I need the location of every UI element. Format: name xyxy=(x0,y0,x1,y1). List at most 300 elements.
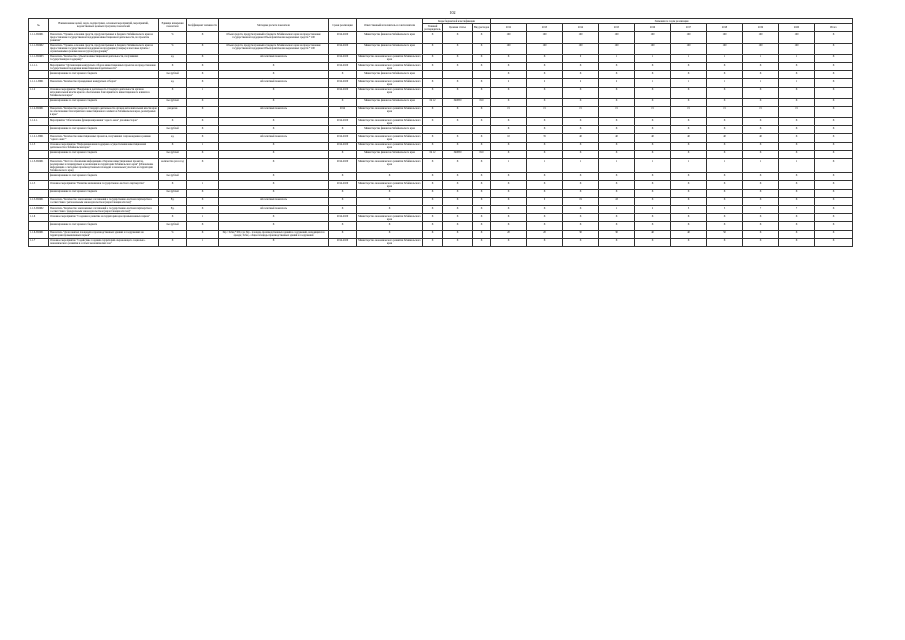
row-year-value: 7 xyxy=(779,205,815,213)
table-row xyxy=(29,197,853,205)
row-responsible: Министерство финансов Забайкальского края xyxy=(357,43,423,54)
row-coefficient: X xyxy=(187,134,219,142)
row-year-value: X xyxy=(707,181,743,189)
row-number xyxy=(29,222,49,230)
row-year-value: X xyxy=(815,106,853,117)
row-kbk-article: X xyxy=(443,54,473,62)
row-coefficient: X xyxy=(187,118,219,126)
row-kbk-main: X xyxy=(423,134,443,142)
row-year-value: X xyxy=(707,173,743,181)
row-unit: X xyxy=(159,214,187,222)
row-year-value: X xyxy=(671,150,707,158)
row-kbk-article: X xyxy=(443,79,473,87)
row-year-value: 10 xyxy=(491,134,527,142)
row-year-value: X xyxy=(527,62,563,70)
row-responsible: Министерство финансов Забайкальского края xyxy=(357,150,423,158)
row-year-value: X xyxy=(779,173,815,181)
row-term: 2014-2020 xyxy=(329,214,357,222)
row-kbk-main: X xyxy=(423,181,443,189)
row-year-value: X xyxy=(527,87,563,98)
row-name: Показатель "Количество заключенных соглашений о государственно-частном партнерстве в соответствии с федеральным законодательством (нарастающим итогом)" xyxy=(49,205,159,213)
row-year-value: 100 xyxy=(491,43,527,54)
row-responsible: Министерство экономического развития Забайкальского края xyxy=(357,106,423,117)
row-year-value: X xyxy=(563,189,599,197)
table-row xyxy=(29,79,853,87)
row-year-value: X xyxy=(707,118,743,126)
row-kbk-main: X xyxy=(423,230,443,238)
row-year-value: 15 xyxy=(527,106,563,117)
row-responsible: Министерство экономического развития Забайкальского края xyxy=(358,135,421,142)
row-kbk-main: X xyxy=(423,222,443,230)
row-kbk-article: X xyxy=(443,43,473,54)
row-year-value: 2 xyxy=(599,79,635,87)
row-coefficient: 1 xyxy=(187,214,219,222)
row-year-value: X xyxy=(815,189,853,197)
row-kbk-article: X xyxy=(443,87,473,98)
row-year-value: X xyxy=(491,150,527,158)
row-year-value: X xyxy=(707,126,743,134)
row-year-value: X xyxy=(743,173,779,181)
row-year-value: 40 xyxy=(671,230,707,238)
row-year-value: 1 xyxy=(635,79,671,87)
row-year-value: X xyxy=(815,43,853,54)
row-unit: % xyxy=(159,230,187,238)
row-kbk-type: X xyxy=(473,134,491,142)
row-year-value: 40 xyxy=(635,230,671,238)
row-kbk-type: X xyxy=(473,181,491,189)
row-term: X xyxy=(329,98,357,106)
row-responsible: Министерство финансов Забайкальского края xyxy=(357,32,423,43)
row-year-value: 20 xyxy=(491,230,527,238)
row-responsible: X xyxy=(357,189,423,197)
col-kbk-main-header: Главный распорядитель xyxy=(424,24,441,31)
row-kbk-type: 810 xyxy=(473,98,491,106)
row-kbk-type: X xyxy=(473,173,491,181)
row-year-value: X xyxy=(707,150,743,158)
row-number: 1.1.1.1-ПМ1 xyxy=(29,79,49,87)
row-year-value: X xyxy=(815,142,853,150)
row-name: Показатель "Количество проведенных конкурсных отборов" xyxy=(49,79,159,87)
table-row xyxy=(29,62,853,70)
row-number: 1.1.3-ПОМ1 xyxy=(29,159,49,173)
row-year-value: 1 xyxy=(527,159,563,173)
row-responsible: Министерство экономического развития Забайкальского края xyxy=(358,214,421,221)
row-responsible: Министерство финансов Забайкальского края xyxy=(357,71,423,79)
row-coefficient: X xyxy=(187,159,219,173)
financing-row xyxy=(29,173,853,181)
row-method: Объем средств, предусмотренный в бюджете Забайкальского края на предоставление государственной поддержки Объем фактически выделенных средств * 100 xyxy=(219,43,329,54)
row-kbk-type: X xyxy=(473,189,491,197)
row-year-value: X xyxy=(779,150,815,158)
row-method: Абсолютный показатель xyxy=(219,134,329,142)
program-indicators-table xyxy=(28,18,853,247)
row-number xyxy=(29,126,49,134)
row-year-value: 40 xyxy=(599,134,635,142)
row-responsible: Министерство финансов Забайкальского края xyxy=(357,126,423,134)
row-year-value: X xyxy=(599,189,635,197)
row-year-value: X xyxy=(815,173,853,181)
row-year-value: X xyxy=(815,118,853,126)
row-year-value: X xyxy=(743,214,779,222)
row-responsible: X xyxy=(357,222,423,230)
row-number: 1.1.3 xyxy=(29,142,49,150)
row-year-value: X xyxy=(779,62,815,70)
page-number: 102 xyxy=(449,10,456,15)
row-name: финансирование за счет краевого бюджета xyxy=(49,126,159,134)
row-year-value: X xyxy=(779,126,815,134)
row-term: 2014-2020 xyxy=(329,142,357,150)
row-coefficient: X xyxy=(187,189,219,197)
row-year-value: X xyxy=(527,238,563,246)
row-number: 1.1.2-ПОМ1 xyxy=(29,106,49,117)
row-responsible: Министерство экономического развития Забайкальского края xyxy=(358,79,421,86)
row-year-value: X xyxy=(491,214,527,222)
row-kbk-type: X xyxy=(473,43,491,54)
row-kbk-main: 04 12 xyxy=(423,150,443,158)
row-year-value: X xyxy=(671,222,707,230)
row-kbk-article: X xyxy=(443,205,473,213)
row-year-value: X xyxy=(671,142,707,150)
table-row xyxy=(29,54,853,62)
row-kbk-type: X xyxy=(473,205,491,213)
row-kbk-main: X xyxy=(423,118,443,126)
row-year-value: X xyxy=(743,62,779,70)
financing-row xyxy=(29,98,853,106)
table-row xyxy=(29,142,853,150)
row-name: финансирование за счет краевого бюджета xyxy=(49,98,159,106)
row-year-value: X xyxy=(815,230,853,238)
row-kbk-main xyxy=(423,71,443,79)
row-year-value: X xyxy=(491,87,527,98)
row-kbk-main: X xyxy=(423,205,443,213)
row-method: X xyxy=(219,189,329,197)
row-year-value: X xyxy=(563,173,599,181)
row-year-value: 100 xyxy=(635,32,671,43)
row-year-value: X xyxy=(563,142,599,150)
row-unit: тыс.рублей xyxy=(159,150,187,158)
row-year-value: X xyxy=(671,98,707,106)
row-year-value: X xyxy=(815,238,853,246)
row-name: Основное мероприятие "Внедрение в деятельность Стандарта деятельности органов исполнительной власти края по обеспечению благоприятного инвестиционного климата в Забайкальском крае" xyxy=(49,87,159,98)
row-method: Абсолютный показатель xyxy=(219,197,329,205)
financing-row xyxy=(29,71,853,79)
row-year-value: 100 xyxy=(563,43,599,54)
row-kbk-main: X xyxy=(423,238,443,246)
row-year-value: X xyxy=(743,197,779,205)
row-kbk-article: X xyxy=(443,173,473,181)
row-year-value: 100 xyxy=(635,43,671,54)
row-year-value: X xyxy=(815,87,853,98)
row-year-value: X xyxy=(599,142,635,150)
row-term: 2014-2020 xyxy=(329,32,357,43)
row-number: 1.1.5 xyxy=(29,181,49,189)
row-unit: тыс.рублей xyxy=(159,98,187,106)
row-method: X xyxy=(219,98,329,106)
row-year-value: X xyxy=(779,238,815,246)
row-method: X xyxy=(219,87,329,98)
row-year-value: 15 xyxy=(743,106,779,117)
row-coefficient: X xyxy=(187,230,219,238)
row-responsible: Министерство экономического развития Забайкальского края xyxy=(357,159,423,173)
row-year-value: X xyxy=(707,214,743,222)
row-year-value: X xyxy=(779,197,815,205)
col-num-header: № xyxy=(29,19,49,32)
row-year-value: X xyxy=(743,238,779,246)
row-coefficient: X xyxy=(187,79,219,87)
row-year-value: X xyxy=(563,98,599,106)
row-year-value: 100 xyxy=(707,32,743,43)
row-year-value: 1 xyxy=(779,54,815,62)
col-coef-header: Коэффициент значимости xyxy=(187,19,219,32)
row-year-value: X xyxy=(743,150,779,158)
table-row xyxy=(29,134,853,142)
row-number: 1.1.5-ПОМ2 xyxy=(29,205,49,213)
row-year-value: X xyxy=(563,126,599,134)
row-year-value: X xyxy=(599,222,635,230)
row-year-value: X xyxy=(671,181,707,189)
row-year-value: X xyxy=(707,238,743,246)
row-year-value: X xyxy=(671,62,707,70)
row-name: Мероприятие "Обеспечение функционирования "одного окна" для инвесторов" xyxy=(49,118,159,126)
row-kbk-main: X xyxy=(423,32,443,43)
row-year-value: 15 xyxy=(491,106,527,117)
row-year-value: X xyxy=(779,214,815,222)
row-term: X xyxy=(329,230,357,238)
row-kbk-main: X xyxy=(423,214,443,222)
row-year-value: X xyxy=(779,230,815,238)
row-term: X xyxy=(329,197,357,205)
row-year-value: X xyxy=(635,98,671,106)
row-coefficient: X xyxy=(187,126,219,134)
row-term: 2014-2020 xyxy=(329,87,357,98)
row-kbk-main: X xyxy=(423,159,443,173)
row-year-value: X xyxy=(491,54,527,62)
row-term: 2014-2020 xyxy=(329,118,357,126)
row-year-value: X xyxy=(491,222,527,230)
row-method: X xyxy=(219,238,329,246)
row-year-value: X xyxy=(491,142,527,150)
row-kbk-article: X xyxy=(443,214,473,222)
row-coefficient: X xyxy=(187,150,219,158)
row-year-value: 15 xyxy=(707,106,743,117)
row-year-value: X xyxy=(599,150,635,158)
row-year-value: 43 xyxy=(599,197,635,205)
col-resp-header: Ответственный исполнитель и соисполнители xyxy=(357,19,423,32)
row-kbk-article: X xyxy=(443,181,473,189)
row-name: финансирование за счет краевого бюджета xyxy=(49,71,159,79)
row-year-value: X xyxy=(491,118,527,126)
row-year-value: X xyxy=(779,142,815,150)
row-unit: тыс.рублей xyxy=(159,189,187,197)
row-year-value: X xyxy=(815,181,853,189)
row-unit: разделов xyxy=(159,106,187,117)
row-method: Абсолютный показатель xyxy=(219,106,329,117)
row-year-value: X xyxy=(491,205,527,213)
row-year-value: 15 xyxy=(635,106,671,117)
row-year-value: X xyxy=(743,181,779,189)
row-year-value: X xyxy=(707,71,743,79)
row-unit: X xyxy=(159,62,187,70)
col-kbk-type-header: Вид расходов xyxy=(473,24,491,32)
row-term: X xyxy=(329,173,357,181)
row-number xyxy=(29,150,49,158)
row-year-value: X xyxy=(599,126,635,134)
row-name: Основное мероприятие "Содействие созданию территорий опережающего социально-экономического развития и особых экономических зон" xyxy=(49,238,159,246)
row-year-value: X xyxy=(563,222,599,230)
table-row xyxy=(29,205,853,213)
row-unit: тыс.рублей xyxy=(159,71,187,79)
row-method: X xyxy=(219,214,329,222)
row-year-value: X xyxy=(527,150,563,158)
row-kbk-type: 810 xyxy=(473,150,491,158)
row-year-value: X xyxy=(779,98,815,106)
row-year-value: X xyxy=(707,197,743,205)
row-method: Абсолютный показатель xyxy=(219,205,329,213)
row-method: X xyxy=(219,159,329,173)
row-number: 1.1.6-ПОМ1 xyxy=(29,230,49,238)
row-responsible: X xyxy=(357,205,423,213)
row-kbk-main xyxy=(423,126,443,134)
year-header: 2016 xyxy=(635,24,671,32)
row-year-value: X xyxy=(491,62,527,70)
row-unit: ед. xyxy=(159,134,187,142)
row-responsible: Министерство экономического развития Забайкальского края xyxy=(358,63,421,70)
row-year-value: X xyxy=(491,197,527,205)
row-year-value: X xyxy=(671,189,707,197)
year-header: Итого xyxy=(815,24,853,32)
row-year-value: X xyxy=(491,181,527,189)
row-year-value: X xyxy=(635,118,671,126)
row-year-value: 100 xyxy=(779,32,815,43)
row-kbk-main: X xyxy=(423,173,443,181)
year-header: 2017 xyxy=(671,24,707,32)
row-responsible: X xyxy=(357,173,423,181)
row-year-value: 2 xyxy=(527,79,563,87)
row-name: Показатель "Количество заключенных соглашений о государственно-частном партнерстве в соответствии с региональным законодательством (нарастающим итогом)" xyxy=(49,197,159,205)
row-year-value: X xyxy=(815,159,853,173)
row-year-value: 15 xyxy=(599,106,635,117)
row-coefficient: 1 xyxy=(187,238,219,246)
row-name: Показатель "Количество инвестиционных проектов, получивших сопровождение в режиме "одного окна"" xyxy=(49,134,159,142)
row-kbk-type: X xyxy=(473,222,491,230)
row-year-value: 40 xyxy=(635,134,671,142)
row-kbk-type: X xyxy=(473,197,491,205)
row-kbk-type xyxy=(473,71,491,79)
row-kbk-type: X xyxy=(473,159,491,173)
row-year-value: 20 xyxy=(527,230,563,238)
row-unit: X xyxy=(159,87,187,98)
row-year-value: X xyxy=(671,214,707,222)
row-kbk-article: X xyxy=(443,189,473,197)
row-term: X xyxy=(329,189,357,197)
row-year-value: X xyxy=(635,87,671,98)
row-year-value: 50 xyxy=(707,230,743,238)
row-unit: тыс.рублей xyxy=(159,173,187,181)
financing-row xyxy=(29,126,853,134)
row-year-value: X xyxy=(779,222,815,230)
row-year-value: 1 xyxy=(563,159,599,173)
table-row xyxy=(29,32,853,43)
row-kbk-article: X xyxy=(443,238,473,246)
row-year-value: X xyxy=(635,197,671,205)
row-year-value: X xyxy=(707,62,743,70)
row-method: X xyxy=(219,71,329,79)
row-method: X xyxy=(219,62,329,70)
row-year-value: X xyxy=(527,205,563,213)
row-year-value: X xyxy=(671,173,707,181)
year-header: 2015 xyxy=(599,24,635,32)
row-name: Мероприятие "Организация конкурсных отборов инвестиционных проектов на предоставление государственной поддержки инвестиционной деятельности" xyxy=(49,62,159,70)
row-year-value: X xyxy=(491,238,527,246)
table-row xyxy=(29,214,853,222)
row-year-value: X xyxy=(743,126,779,134)
row-year-value: X xyxy=(815,79,853,87)
row-year-value: X xyxy=(635,62,671,70)
row-year-value: X xyxy=(815,54,853,62)
row-kbk-article: X xyxy=(443,159,473,173)
row-year-value: X xyxy=(671,126,707,134)
row-year-value: X xyxy=(707,142,743,150)
row-year-value: 0 xyxy=(527,197,563,205)
table-row xyxy=(29,238,853,246)
row-year-value: 100 xyxy=(707,43,743,54)
row-year-value: X xyxy=(815,150,853,158)
row-year-value: 1 xyxy=(671,159,707,173)
row-kbk-article xyxy=(443,126,473,134)
col-name-header: Наименование целей, задач, подпрограмм, основных мероприятий, мероприятий, ведомственных целевых программ, показателей xyxy=(49,19,159,32)
year-header: 2014 xyxy=(563,24,599,32)
row-name: Показатель "Доля занятых площадей в производственных зданиях и сооружениях на территории промышленных парков" xyxy=(49,230,159,238)
row-year-value: X xyxy=(815,32,853,43)
row-year-value: 100 xyxy=(491,32,527,43)
row-year-value: X xyxy=(779,134,815,142)
row-year-value: 100 xyxy=(527,32,563,43)
row-year-value: 2 xyxy=(563,79,599,87)
row-method: Объем средств, предусмотренный в бюджете Забайкальского края на предоставление государственной поддержки Объем фактически выделенных средств * 100 xyxy=(219,32,329,43)
row-year-value: X xyxy=(743,71,779,79)
row-year-value: 40 xyxy=(563,134,599,142)
row-year-value: 1 xyxy=(779,79,815,87)
row-coefficient: X xyxy=(187,54,219,62)
row-year-value: 1 xyxy=(599,159,635,173)
row-year-value: X xyxy=(707,222,743,230)
row-year-value: X xyxy=(527,189,563,197)
row-year-value: X xyxy=(743,118,779,126)
row-kbk-main: X xyxy=(423,106,443,117)
row-number xyxy=(29,173,49,181)
row-year-value: 1 xyxy=(707,54,743,62)
row-year-value: X xyxy=(815,98,853,106)
row-number: 1.1.6 xyxy=(29,214,49,222)
row-kbk-article: 340850 xyxy=(443,98,473,106)
row-year-value: 2 xyxy=(491,79,527,87)
row-unit: Ед. xyxy=(159,197,187,205)
row-kbk-main: 04 12 xyxy=(423,98,443,106)
row-kbk-type: X xyxy=(473,32,491,43)
row-year-value: 7 xyxy=(743,205,779,213)
row-year-value: X xyxy=(527,98,563,106)
row-year-value: 2 xyxy=(635,205,671,213)
row-year-value: X xyxy=(563,205,599,213)
row-name: Показатель "Количество субъектов инвестиционной деятельности, получивших государственную поддержку" xyxy=(49,54,159,62)
row-year-value: X xyxy=(635,142,671,150)
row-kbk-article: X xyxy=(443,197,473,205)
row-responsible: Министерство экономического развития Забайкальского края xyxy=(358,118,421,125)
row-year-value: X xyxy=(563,238,599,246)
row-year-value: X xyxy=(671,238,707,246)
row-year-value: X xyxy=(563,87,599,98)
row-year-value: 1 xyxy=(671,79,707,87)
